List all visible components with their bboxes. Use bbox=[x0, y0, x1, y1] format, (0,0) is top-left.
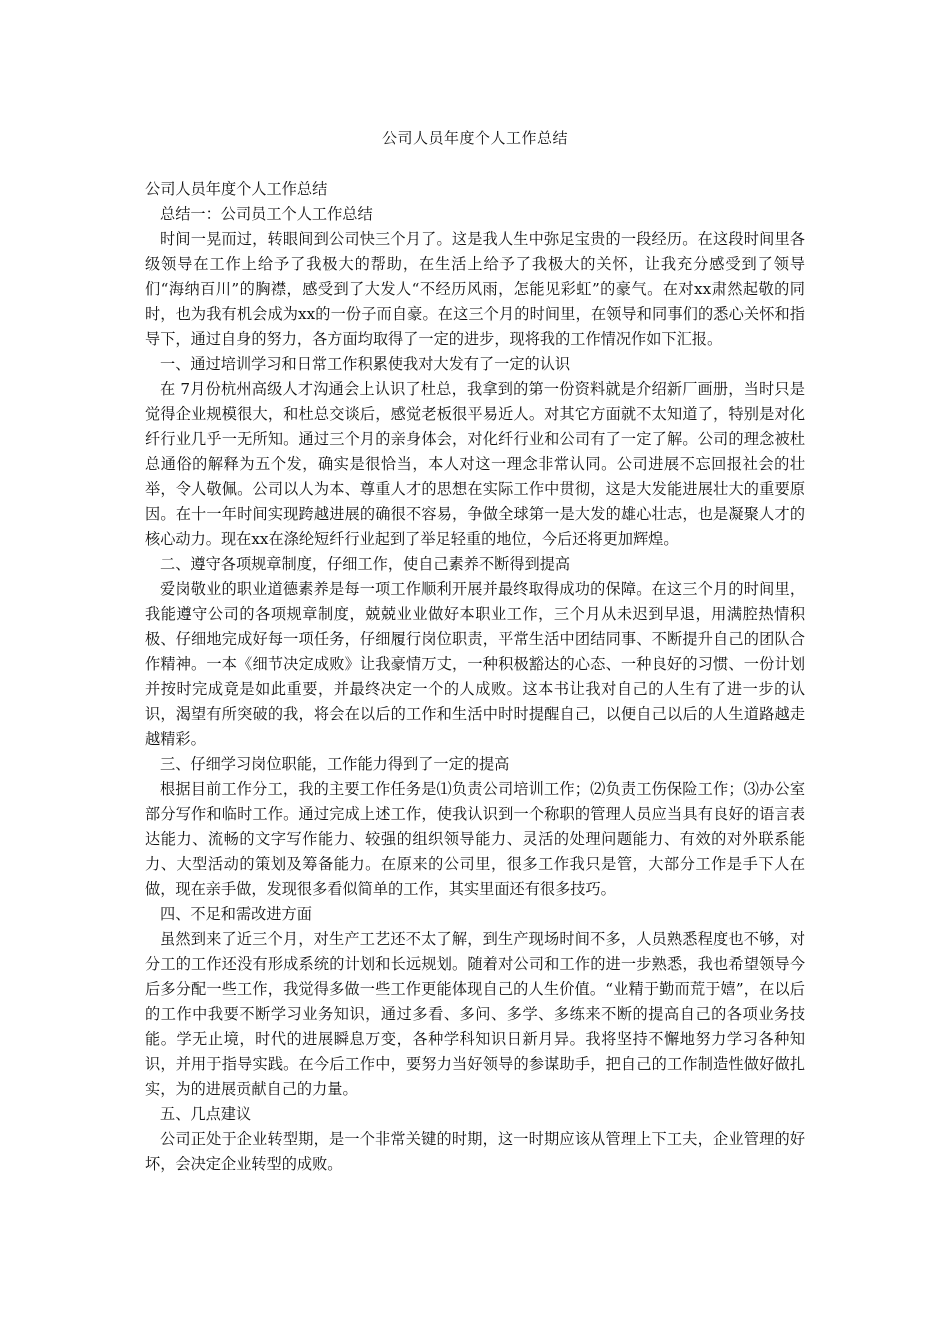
body-paragraph: 虽然到来了近三个月，对生产工艺还不太了解，到生产现场时间不多，人员熟悉程度也不够，对分工的工作还没有形成系统的计划和长远规划。随着对公司和工作的进一步熟悉，我也希望领导今后多分配一些工作，我觉得多做一些工作更能体现自己的人生价值。“业精于勤而荒于嬉”，在以后的工作中我要不断学习业务知识，通过多看、多问、多学、多练来不断的提高自己的各项业务技能。学无止境，时代的进展瞬息万变，各种学科知识日新月异。我将坚持不懈地努力学习各种知识，并用于指导实践。在今后工作中，要努力当好领导的参谋助手，把自己的工作制造性做好做扎实，为的进展贡献自己的力量。 bbox=[145, 930, 805, 1098]
body-paragraph: 根据目前工作分工，我的主要工作任务是⑴负责公司培训工作；⑵负责工伤保险工作；⑶办公室部分写作和临时工作。通过完成上述工作，使我认识到一个称职的管理人员应当具有良好的语言表达能力、流畅的文字写作能力、较强的组织领导能力、灵活的处理问题能力、有效的对外联系能力、大型活动的策划及筹备能力。在原来的公司里，很多工作我只是管，大部分工作是手下人在做，现在亲手做，发现很多看似简单的工作，其实里面还有很多技巧。 bbox=[145, 780, 805, 898]
section-heading: 二、遵守各项规章制度，仔细工作，使自己素养不断得到提高 bbox=[160, 555, 571, 573]
section-heading: 一、通过培训学习和日常工作积累使我对大发有了一定的认识 bbox=[160, 355, 571, 373]
document-heading: 公司人员年度个人工作总结 bbox=[145, 180, 328, 198]
body-paragraph: 时间一晃而过，转眼间到公司快三个月了。这是我人生中弥足宝贵的一段经历。在这段时间里各级领导在工作上给予了我极大的帮助，在生活上给予了我极大的关怀，让我充分感受到了领导们“海纳百川”的胸襟，感受到了大发人“不经历风雨，怎能见彩虹”的豪气。在对xx肃然起敬的同时，也为我有机会成为xx的一份子而自豪。在这三个月的时间里，在领导和同事们的悉心关怀和指导下，通过自身的努力，各方面均取得了一定的进步，现将我的工作情况作如下汇报。 bbox=[145, 230, 805, 348]
section-heading: 五、几点建议 bbox=[160, 1105, 252, 1123]
section-heading: 三、仔细学习岗位职能，工作能力得到了一定的提高 bbox=[160, 755, 510, 773]
document-body bbox=[145, 177, 805, 1177]
body-paragraph: 爱岗敬业的职业道德素养是每一项工作顺利开展并最终取得成功的保障。在这三个月的时间里，我能遵守公司的各项规章制度，兢兢业业做好本职业工作，三个月从未迟到早退，用满腔热情积极、仔细地完成好每一项任务，仔细履行岗位职责，平常生活中团结同事、不断提升自己的团队合作精神。一本《细节决定成败》让我豪情万丈，一种积极豁达的心态、一种良好的习惯、一份计划并按时完成竟是如此重要，并最终决定一个的人成败。这本书让我对自己的人生有了进一步的认识，渴望有所突破的我，将会在以后的工作和生活中时时提醒自己，以便自己以后的人生道路越走越精彩。 bbox=[145, 580, 805, 748]
section-heading: 四、不足和需改进方面 bbox=[160, 905, 312, 923]
body-paragraph: 公司正处于企业转型期，是一个非常关键的时期，这一时期应该从管理上下工夫，企业管理的好坏，会决定企业转型的成败。 bbox=[145, 1130, 805, 1173]
document-subheading: 总结一：公司员工个人工作总结 bbox=[160, 205, 373, 223]
document-title: 公司人员年度个人工作总结 bbox=[381, 129, 568, 147]
body-paragraph: 在 7月份杭州高级人才沟通会上认识了杜总，我拿到的第一份资料就是介绍新厂画册，当时只是觉得企业规模很大，和杜总交谈后，感觉老板很平易近人。对其它方面就不太知道了，特别是对化纤行业几乎一无所知。通过三个月的亲身体会，对化纤行业和公司有了一定了解。公司的理念被杜总通俗的解释为五个发，确实是很恰当，本人对这一理念非常认同。公司进展不忘回报社会的壮举，令人敬佩。公司以人为本、尊重人才的思想在实际工作中贯彻，这是大发能进展壮大的重要原因。在十一年时间实现跨越进展的确很不容易，争做全球第一是大发的雄心壮志，也是凝聚人才的核心动力。现在xx在涤纶短纤行业起到了举足轻重的地位，今后还将更加辉煌。 bbox=[145, 380, 805, 548]
